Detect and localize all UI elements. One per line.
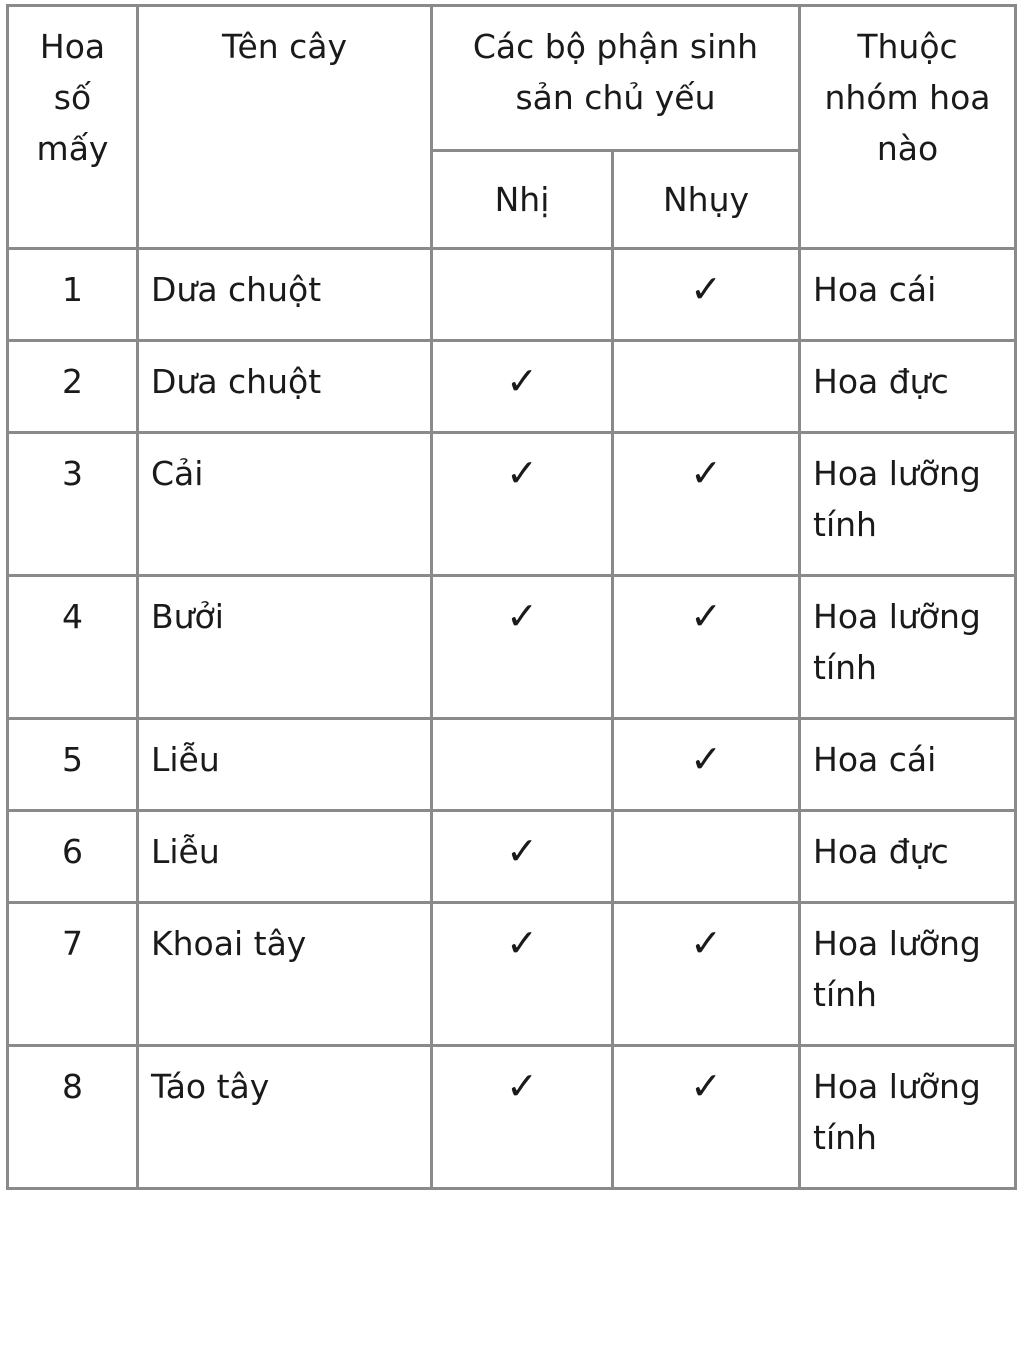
cell-plant-name: Liễu — [138, 811, 432, 903]
cell-number: 6 — [8, 811, 138, 903]
header-number-line: số — [53, 78, 92, 117]
cell-group-line: Hoa cái — [813, 740, 937, 779]
table-row — [8, 576, 1016, 719]
cell-group-line: tính — [813, 505, 877, 544]
cell-group-line: Hoa đực — [813, 362, 949, 401]
cell-plant-name: Khoai tây — [138, 903, 432, 1046]
cell-stamen-check: ✓ — [432, 1046, 613, 1189]
cell-group-line: Hoa lưỡng — [813, 597, 981, 636]
cell-pistil-check: ✓ — [613, 433, 800, 576]
header-row — [8, 6, 1016, 151]
cell-flower-group — [800, 1046, 1016, 1189]
header-organs-line: sản chủ yếu — [515, 78, 716, 117]
cell-flower-group — [800, 903, 1016, 1046]
cell-number: 1 — [8, 249, 138, 341]
cell-number: 5 — [8, 719, 138, 811]
header-number-line: mấy — [36, 129, 109, 168]
cell-flower-group — [800, 249, 1016, 341]
cell-plant-name: Dưa chuột — [138, 341, 432, 433]
cell-number: 7 — [8, 903, 138, 1046]
cell-stamen-check: ✓ — [432, 811, 613, 903]
header-group-line: nhóm hoa — [824, 78, 991, 117]
cell-flower-group — [800, 811, 1016, 903]
cell-stamen-check: ✓ — [432, 576, 613, 719]
table-row — [8, 1046, 1016, 1189]
header-number — [8, 6, 138, 249]
cell-group-line: Hoa lưỡng — [813, 454, 981, 493]
cell-group-line: tính — [813, 1118, 877, 1157]
table-row — [8, 719, 1016, 811]
cell-pistil-check — [613, 341, 800, 433]
cell-group-line: tính — [813, 648, 877, 687]
header-organs-line: Các bộ phận sinh — [472, 27, 759, 66]
cell-plant-name: Cải — [138, 433, 432, 576]
cell-group-line: tính — [813, 975, 877, 1014]
cell-flower-group — [800, 576, 1016, 719]
cell-pistil-check: ✓ — [613, 1046, 800, 1189]
cell-pistil-check: ✓ — [613, 249, 800, 341]
cell-pistil-check: ✓ — [613, 576, 800, 719]
header-number-line: Hoa — [39, 27, 106, 66]
header-stamen: Nhị — [432, 151, 613, 249]
header-reproductive-organs — [432, 6, 800, 151]
cell-pistil-check: ✓ — [613, 719, 800, 811]
cell-plant-name: Táo tây — [138, 1046, 432, 1189]
flower-classification-table — [6, 4, 1017, 1190]
table-row — [8, 903, 1016, 1046]
cell-stamen-check: ✓ — [432, 903, 613, 1046]
table-row — [8, 341, 1016, 433]
cell-number: 8 — [8, 1046, 138, 1189]
cell-number: 4 — [8, 576, 138, 719]
table-row — [8, 433, 1016, 576]
cell-stamen-check — [432, 249, 613, 341]
cell-pistil-check: ✓ — [613, 903, 800, 1046]
cell-group-line: Hoa đực — [813, 832, 949, 871]
header-plant-name: Tên cây — [138, 6, 432, 249]
cell-pistil-check — [613, 811, 800, 903]
cell-plant-name: Dưa chuột — [138, 249, 432, 341]
cell-group-line: Hoa cái — [813, 270, 937, 309]
header-pistil: Nhụy — [613, 151, 800, 249]
cell-number: 2 — [8, 341, 138, 433]
header-flower-group — [800, 6, 1016, 249]
cell-number: 3 — [8, 433, 138, 576]
cell-group-line: Hoa lưỡng — [813, 1067, 981, 1106]
header-group-line: nào — [876, 129, 939, 168]
cell-stamen-check — [432, 719, 613, 811]
cell-stamen-check: ✓ — [432, 341, 613, 433]
cell-flower-group — [800, 341, 1016, 433]
cell-plant-name: Bưởi — [138, 576, 432, 719]
cell-group-line: Hoa lưỡng — [813, 924, 981, 963]
cell-stamen-check: ✓ — [432, 433, 613, 576]
cell-flower-group — [800, 433, 1016, 576]
table-row — [8, 249, 1016, 341]
cell-flower-group — [800, 719, 1016, 811]
cell-plant-name: Liễu — [138, 719, 432, 811]
table-row — [8, 811, 1016, 903]
header-group-line: Thuộc — [857, 27, 958, 66]
